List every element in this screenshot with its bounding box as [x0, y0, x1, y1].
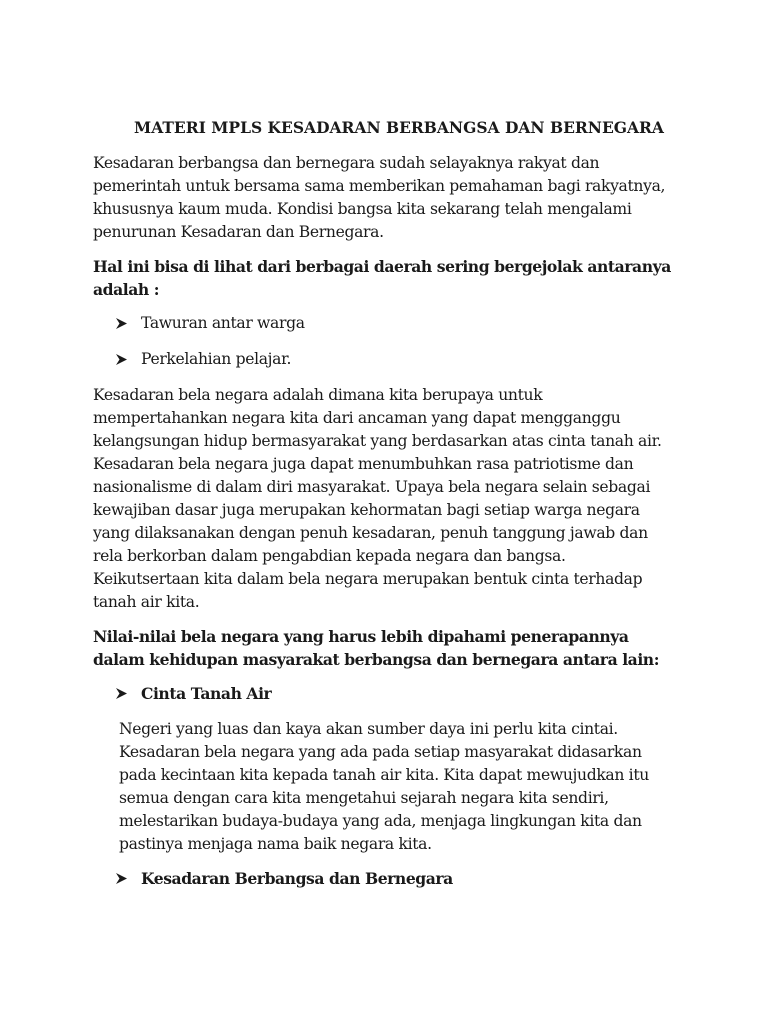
- text-line: Keikutsertaan kita dalam bela negara merupakan bentuk cinta terhadap: [93, 570, 643, 588]
- text-line: pastinya menjaga nama baik negara kita.: [119, 835, 432, 853]
- text-line: mempertahankan negara kita dari ancaman yang dapat mengganggu: [93, 409, 621, 427]
- arrowhead-bullet-icon: [115, 682, 141, 700]
- document-title: MATERI MPLS KESADARAN BERBANGSA DAN BERNEGARA: [134, 118, 664, 137]
- arrowhead-bullet-icon: [115, 312, 141, 330]
- text-line: pemerintah untuk bersama sama memberikan pemahaman bagi rakyatnya,: [93, 177, 666, 195]
- text-line: Kesadaran bela negara adalah dimana kita berupaya untuk: [93, 386, 543, 404]
- text-line: rela berkorban dalam pengabdian kepada negara dan bangsa.: [93, 547, 566, 565]
- bullet-list-conflicts: [93, 312, 705, 371]
- text-line: Kesadaran berbangsa dan bernegara sudah selayaknya rakyat dan: [93, 154, 600, 172]
- text-line: dalam kehidupan masyarakat berbangsa dan bernegara antara lain:: [93, 650, 659, 669]
- list-item-text: Tawuran antar warga: [141, 314, 305, 332]
- list-item-cinta-tanah-air: [115, 682, 705, 705]
- text-line: kelangsungan hidup bermasyarakat yang berdasarkan atas cinta tanah air.: [93, 432, 662, 450]
- text-line: kewajiban dasar juga merupakan kehormatan bagi setiap warga negara: [93, 501, 640, 519]
- arrowhead-bullet-icon: [115, 867, 141, 885]
- list-item-text: Cinta Tanah Air: [141, 684, 272, 703]
- cinta-tanah-air-paragraph: [119, 718, 705, 856]
- text-line: penurunan Kesadaran dan Bernegara.: [93, 223, 384, 241]
- question-paragraph: [93, 255, 705, 301]
- text-line: tanah air kita.: [93, 593, 200, 611]
- list-item: [115, 312, 705, 335]
- list-item-text: Perkelahian pelajar.: [141, 350, 292, 368]
- bela-negara-paragraph: [93, 384, 705, 614]
- nilai-heading: [93, 625, 705, 671]
- intro-paragraph: [93, 152, 705, 244]
- text-line: Kesadaran bela negara juga dapat menumbuhkan rasa patriotisme dan: [93, 455, 634, 473]
- text-line: Kesadaran bela negara yang ada pada setiap masyarakat didasarkan: [119, 743, 642, 761]
- text-line: Hal ini bisa di lihat dari berbagai daerah sering bergejolak antaranya: [93, 257, 671, 276]
- list-item-kesadaran-berbangsa: [115, 867, 705, 890]
- list-item-text: Kesadaran Berbangsa dan Bernegara: [141, 869, 453, 888]
- text-line: semua dengan cara kita mengetahui sejarah negara kita sendiri,: [119, 789, 609, 807]
- text-line: yang dilaksanakan dengan penuh kesadaran, penuh tanggung jawab dan: [93, 524, 648, 542]
- text-line: khususnya kaum muda. Kondisi bangsa kita sekarang telah mengalami: [93, 200, 632, 218]
- text-line: Negeri yang luas dan kaya akan sumber daya ini perlu kita cintai.: [119, 720, 618, 738]
- text-line: melestarikan budaya-budaya yang ada, menjaga lingkungan kita dan: [119, 812, 642, 830]
- list-item: [115, 348, 705, 371]
- arrowhead-bullet-icon: [115, 348, 141, 366]
- text-line: pada kecintaan kita kepada tanah air kita. Kita dapat mewujudkan itu: [119, 766, 649, 784]
- text-line: adalah :: [93, 280, 160, 299]
- text-line: Nilai-nilai bela negara yang harus lebih dipahami penerapannya: [93, 627, 629, 646]
- text-line: nasionalisme di dalam diri masyarakat. Upaya bela negara selain sebagai: [93, 478, 651, 496]
- document-page: [93, 118, 705, 903]
